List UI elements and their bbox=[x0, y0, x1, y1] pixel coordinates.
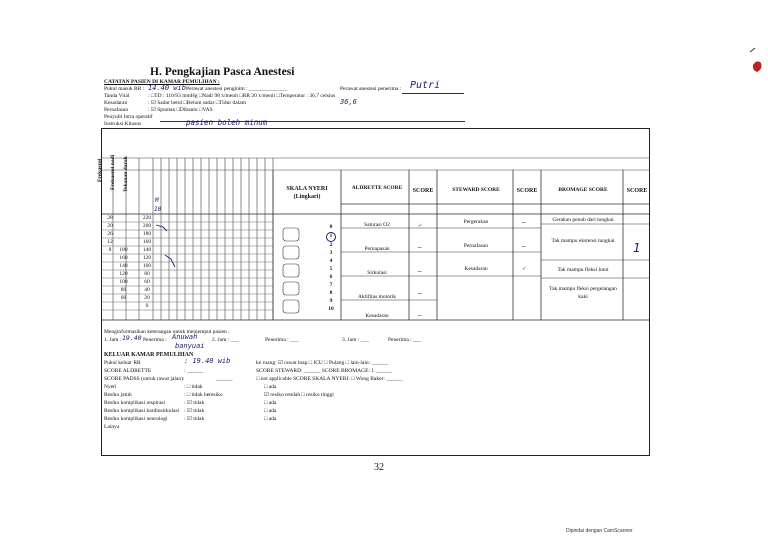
aldrete-score: ✓ bbox=[418, 222, 422, 229]
chart-tick-label: 0 bbox=[145, 303, 149, 309]
chart-tick-label: 28 bbox=[107, 215, 113, 221]
label-instruksi: Instruksi Khusus bbox=[104, 121, 142, 127]
keluar-value: : ☑ tidak bbox=[184, 400, 205, 406]
chart-tick-label: 26 bbox=[107, 231, 113, 237]
chart-tick-label: 120 bbox=[142, 255, 152, 261]
value-instruksi: pasien boleh minum bbox=[186, 118, 268, 127]
chart-tick-label bbox=[104, 287, 116, 295]
chart-tick-label: 180 bbox=[142, 231, 152, 237]
keluar-row bbox=[104, 424, 504, 432]
keluar-option: □ ada bbox=[264, 384, 277, 390]
keluar-option: SCORE STEWARD: ______ SCORE BROMAGE: 1 ______ bbox=[256, 368, 392, 374]
skala-nyeri-values bbox=[326, 224, 336, 314]
steward-score: — bbox=[522, 243, 526, 250]
label-perawat-penerima: Perawat anestesi penerima : bbox=[340, 86, 402, 92]
score-header-2: SCORE bbox=[516, 188, 538, 194]
value-pukul-masuk: 14.40 wib bbox=[148, 84, 186, 92]
keluar-label: Pukul keluar RR bbox=[104, 360, 141, 366]
keluar-label: SCORE ALDRETTE bbox=[104, 368, 152, 374]
page-title: H. Pengkajian Pasca Anestesi bbox=[150, 66, 295, 78]
keluar-option: □ not applicable SCORE SKALA NYERI: □ Wong Baker: ______ bbox=[256, 376, 403, 382]
chart-tick-label: 120 bbox=[119, 271, 128, 277]
aldrete-score: — bbox=[418, 312, 422, 319]
label-pukul-masuk: Pukul masuk RR : bbox=[104, 86, 145, 92]
keluar-rows bbox=[104, 357, 504, 432]
chart-tick-label: 20 bbox=[107, 223, 113, 229]
keluar-value: : ☑ tidak bbox=[184, 416, 205, 422]
bromage-score: 1 bbox=[633, 241, 641, 255]
section-heading: CATATAN PASIEN DI KAMAR PEMULIHAN : bbox=[104, 79, 220, 85]
skala-value[interactable]: 0 bbox=[329, 224, 333, 230]
ylabel-frekuensi: Frekuensi bbox=[97, 158, 103, 182]
chart-tick-label: 60 bbox=[120, 295, 127, 301]
keluar-label: Resiko jatuh bbox=[104, 392, 132, 398]
aldrete-item: Aktifitas motorik bbox=[357, 294, 397, 300]
steward-item: Pergerakan bbox=[463, 219, 489, 225]
handover-penerima2: Penerima : ___ bbox=[265, 337, 299, 343]
ylabel-frekuensi-nadi: Frekuensi nadi bbox=[110, 154, 116, 190]
chart-tick-label: 160 bbox=[142, 239, 152, 245]
steward-header: STEWARD SCORE bbox=[452, 187, 500, 193]
bromage-item: Tak mampu fleksi pergelangan kaki bbox=[549, 286, 617, 300]
keluar-option: ke ruang: ☑ rawat inap □ ICU □ Pulang □ lain-lain: ______ bbox=[256, 360, 389, 366]
label-tanda-vital: Tanda Vital bbox=[104, 93, 130, 99]
keluar-option: □ ada bbox=[264, 400, 277, 406]
page-number: 32 bbox=[374, 462, 384, 473]
score-header-1: SCORE bbox=[412, 188, 434, 194]
chart-mark-10: 10 bbox=[154, 206, 162, 213]
chart-tick-label: 8 bbox=[108, 247, 112, 253]
chart-col-rr bbox=[104, 215, 116, 303]
value-perawat-penerima: Putri bbox=[410, 80, 441, 91]
value-tanda-vital: : □TD : 110/93 mmHg □Nadi 98 x/menit □RR 20 x/menit □Temperatur : 36,7 celsius bbox=[148, 93, 336, 99]
keluar-row bbox=[104, 400, 504, 408]
aldrete-item: Kesadaran bbox=[365, 313, 389, 319]
steward-item: Pernafasan bbox=[463, 243, 489, 249]
ylabel-tekanan-darah: Tekanan darah bbox=[123, 156, 129, 192]
chart-tick-label: 160 bbox=[119, 255, 128, 261]
skala-value[interactable]: 3 bbox=[329, 250, 333, 256]
chart-tick-label: 140 bbox=[119, 263, 128, 269]
skala-value[interactable]: 6 bbox=[329, 274, 333, 280]
chart-mark-m: M bbox=[155, 197, 159, 204]
label-pernafasan: Pernafasan bbox=[104, 107, 129, 113]
skala-nyeri-title: SKALA NYERI (Lingkari) bbox=[286, 186, 328, 200]
keluar-value: : 19.40 wib bbox=[184, 357, 231, 365]
handover-penerima1-value: Anuwah bbox=[172, 333, 198, 341]
chart-tick-label: 80 bbox=[144, 271, 150, 277]
chart-tick-label: 40 bbox=[144, 287, 150, 293]
keluar-row bbox=[104, 392, 504, 400]
label-kesadaran: Kesadaran bbox=[104, 100, 128, 106]
handover-jam1-value: 19.40 bbox=[122, 334, 142, 342]
aldrete-item: Saturasi O2 bbox=[364, 222, 390, 228]
chart-tick-label: 80 bbox=[120, 287, 127, 293]
bromage-item: Gerakan penuh dari tungkai bbox=[552, 217, 614, 223]
keluar-row bbox=[104, 408, 504, 416]
skala-value[interactable]: 9 bbox=[329, 298, 333, 304]
keluar-label: Nyeri bbox=[104, 384, 117, 390]
aldrete-header: ALDRETTE SCORE bbox=[351, 185, 403, 191]
keluar-option: □ ada bbox=[264, 408, 277, 414]
value-kesadaran: : ☑ Sadar betul □Belum sadar □Tidur dalam bbox=[148, 100, 246, 106]
skala-value[interactable]: 5 bbox=[329, 266, 333, 272]
chart-tick-label bbox=[117, 239, 130, 247]
red-mark-icon bbox=[745, 40, 765, 80]
chart-tick-label: 200 bbox=[142, 223, 152, 229]
keluar-label: Resiko komplikasi neurologi bbox=[104, 416, 168, 422]
keluar-value: ______ bbox=[216, 376, 233, 382]
keluar-row bbox=[104, 368, 504, 376]
keluar-option: □ ada bbox=[264, 416, 277, 422]
chart-tick-label: 140 bbox=[142, 247, 152, 253]
keluar-heading: KELUAR KAMAR PEMULIHAN bbox=[104, 352, 194, 358]
handover-jam2: 2. Jam : ___ bbox=[212, 337, 239, 343]
handover-penerima1: Penerima : bbox=[143, 337, 167, 343]
bromage-item: Tak mampu fleksi lutut bbox=[557, 267, 609, 273]
keluar-row bbox=[104, 416, 504, 424]
chart-tick-label: 60 bbox=[144, 279, 150, 285]
chart-tick-label bbox=[104, 279, 116, 287]
aldrete-score: — bbox=[418, 268, 422, 275]
handover-penerima1-value2: banyuai bbox=[175, 342, 205, 350]
label-perawat-pengirim: Perawat anestesi penginim : ______________ bbox=[186, 86, 288, 92]
keluar-option: ☑ resiko rendah □ resiko tinggi bbox=[264, 392, 334, 398]
chart-tick-label bbox=[117, 231, 130, 239]
keluar-row bbox=[104, 384, 504, 392]
keluar-row bbox=[104, 357, 504, 368]
chart-tick-label bbox=[104, 295, 116, 303]
keluar-label: SCORE PADSS (untuk rawat jalan): bbox=[104, 376, 185, 382]
keluar-value: : □ tidak bbox=[184, 384, 203, 390]
skala-value[interactable]: 8 bbox=[329, 290, 333, 296]
value-pernafasan: : ☑ Spontan □Dibantu □VAS bbox=[148, 107, 213, 113]
bromage-item: Tak mampu ekstensi tungkai bbox=[551, 238, 615, 244]
chart-tick-label bbox=[104, 263, 116, 271]
label-penyulit: Penyulit Intra operatif bbox=[104, 114, 153, 120]
aldrete-score: — bbox=[418, 244, 422, 251]
skala-value[interactable]: 4 bbox=[329, 258, 333, 264]
steward-score: — bbox=[522, 219, 526, 226]
value-suhu: 36,6 bbox=[340, 98, 357, 106]
skala-value[interactable]: 2 bbox=[329, 242, 333, 248]
chart-tick-label bbox=[104, 255, 116, 263]
handover-jam3: 3. Jam : ___ bbox=[342, 337, 369, 343]
chart-tick-label: 100 bbox=[119, 279, 128, 285]
chart-tick-label bbox=[117, 223, 130, 231]
bromage-header: BROMAGE SCORE bbox=[558, 187, 608, 193]
keluar-value: : ☑ tidak bbox=[184, 408, 205, 414]
score-header-3: SCORE bbox=[626, 188, 648, 194]
keluar-label: Resiko komplikasi respirasi bbox=[104, 400, 166, 406]
chart-tick-label: 180 bbox=[119, 247, 128, 253]
scanner-footer: Dipindai dengan CamScanner bbox=[566, 528, 633, 534]
skala-value[interactable]: 1 bbox=[326, 232, 336, 242]
steward-item: Kesadaran bbox=[464, 266, 488, 272]
keluar-row bbox=[104, 376, 504, 384]
chart-col-td bbox=[141, 215, 153, 311]
chart-col-nadi bbox=[117, 215, 130, 303]
aldrete-item: Sirkulasi bbox=[367, 270, 387, 276]
chart-tick-label bbox=[104, 271, 116, 279]
handover-penerima3: Penerima : ___ bbox=[388, 337, 422, 343]
aldrete-item: Pernapasan bbox=[364, 246, 390, 252]
skala-value[interactable]: 10 bbox=[328, 306, 334, 312]
chart-tick-label: 20 bbox=[144, 295, 150, 301]
chart-tick-label: 220 bbox=[142, 215, 152, 221]
handover-info: Menginformasikan keterangan untuk menjemput pasien : bbox=[104, 329, 230, 335]
chart-tick-label: 12 bbox=[107, 239, 113, 245]
skala-value[interactable]: 7 bbox=[329, 282, 333, 288]
chart-tick-label: 100 bbox=[142, 263, 152, 269]
keluar-label: Resiko komplikasi kardiosirkulasi bbox=[104, 408, 180, 414]
steward-score: ✓ bbox=[522, 265, 526, 272]
keluar-value: : ______ bbox=[184, 368, 204, 374]
keluar-value: : □ tidak beresiko bbox=[184, 392, 223, 398]
keluar-label: Lainya bbox=[104, 424, 120, 430]
chart-tick-label bbox=[117, 215, 130, 223]
aldrete-score: — bbox=[418, 290, 422, 297]
handover-jam1: 1. Jam : bbox=[104, 337, 122, 343]
